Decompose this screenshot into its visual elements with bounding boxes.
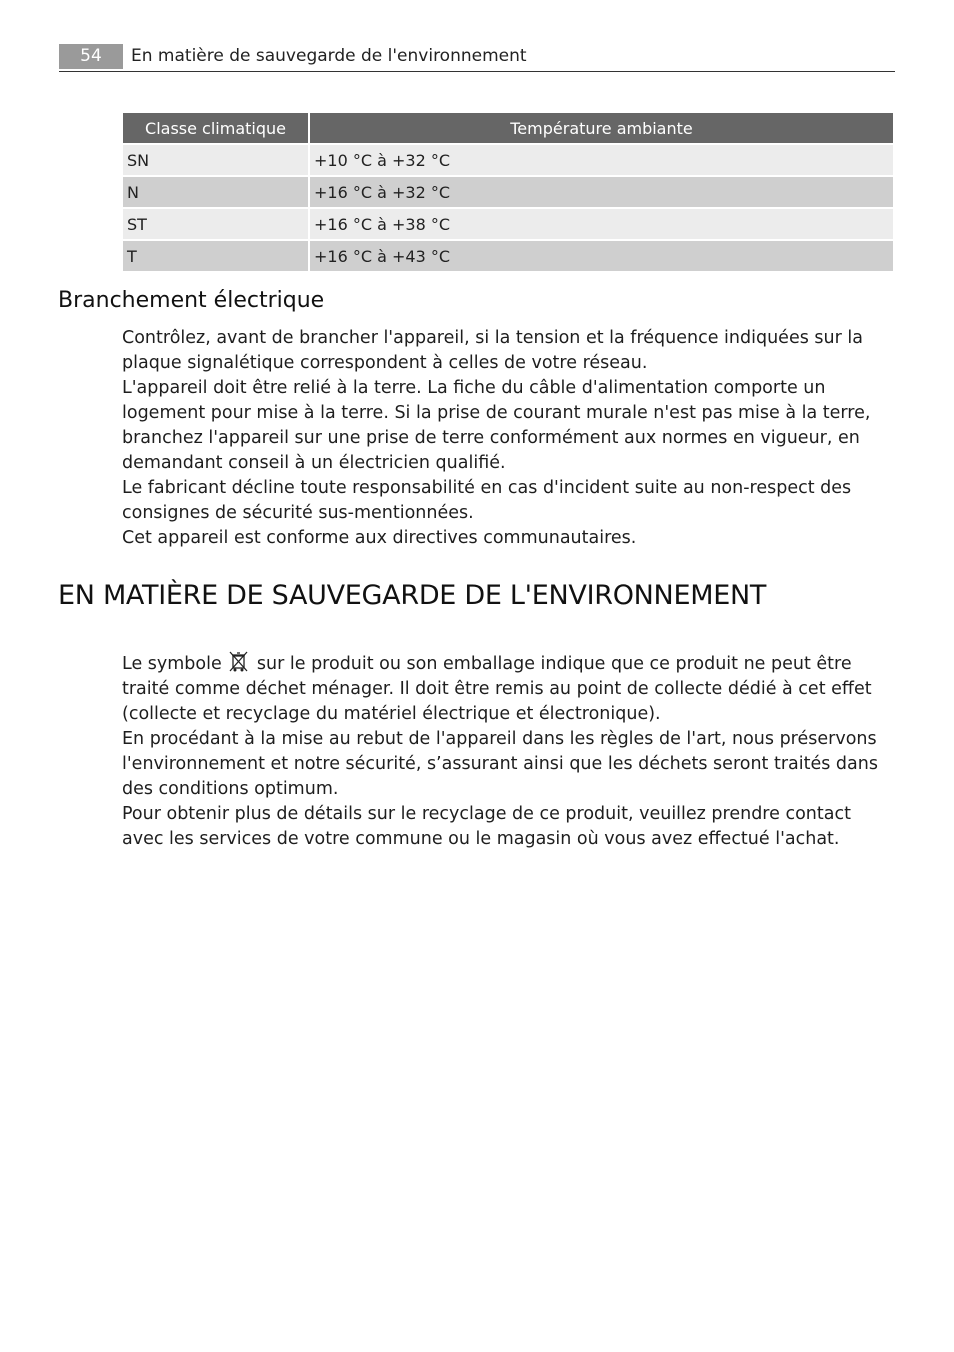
paragraph: Cet appareil est conforme aux directives communautaires. (122, 528, 637, 548)
paragraph: En procédant à la mise au rebut de l'appareil dans les règles de l'art, nous préservons l'environnement et notre sécurité, s’assurant ainsi que les déchets seront traités dans des conditions optimum. (122, 729, 878, 799)
environnement-text (122, 651, 892, 852)
branchement-text (122, 326, 892, 551)
paragraph: Contrôlez, avant de brancher l'appareil, si la tension et la fréquence indiquées sur la plaque signalétique correspondent à celles de votre réseau. (122, 328, 863, 373)
table-cell-temperature: +16 °C à +43 °C (310, 241, 893, 271)
table-cell-temperature: +16 °C à +32 °C (310, 177, 893, 207)
section-heading-environnement: EN MATIÈRE DE SAUVEGARDE DE L'ENVIRONNEMENT (58, 580, 767, 611)
column-header-class: Classe climatique (123, 113, 308, 143)
table-row (123, 177, 893, 207)
table-cell-class: SN (123, 145, 308, 175)
table-cell-class: N (123, 177, 308, 207)
paragraph-start: Le symbole (122, 654, 222, 674)
paragraph-continuation: sur le produit ou son emballage indique que ce produit ne peut être traité comme déchet ménager. Il doit être remis au point de collecte dédié à cet effet (collecte et recyclage du matériel électrique et électronique). (122, 654, 872, 724)
table-row (123, 209, 893, 239)
running-title: En matière de sauvegarde de l'environnement (131, 46, 527, 66)
section-heading-branchement: Branchement électrique (58, 288, 325, 313)
table-cell-temperature: +16 °C à +38 °C (310, 209, 893, 239)
table-row (123, 145, 893, 175)
table-cell-temperature: +10 °C à +32 °C (310, 145, 893, 175)
page-header (59, 42, 895, 72)
paragraph: L'appareil doit être relié à la terre. La fiche du câble d'alimentation comporte un logement pour mise à la terre. Si la prise de courant murale n'est pas mise à la terre, branchez l'appareil sur une prise de terre conformément aux normes en vigueur, en demandant conseil à un électricien qualifié. (122, 378, 871, 473)
paragraph: Le fabricant décline toute responsabilité en cas d'incident suite au non-respect des consignes de sécurité sus-mentionnées. (122, 478, 852, 523)
column-header-temperature: Température ambiante (310, 113, 893, 143)
paragraph: Pour obtenir plus de détails sur le recyclage de ce produit, veuillez prendre contact avec les services de votre commune ou le magasin où vous avez effectué l'achat. (122, 804, 851, 849)
climate-class-table (121, 111, 895, 273)
table-header-row (123, 113, 893, 143)
crossed-out-wheelie-bin-icon (227, 651, 251, 673)
table-cell-class: T (123, 241, 308, 271)
table-cell-class: ST (123, 209, 308, 239)
page-number: 54 (59, 44, 123, 69)
table-row (123, 241, 893, 271)
paragraph (122, 651, 892, 727)
